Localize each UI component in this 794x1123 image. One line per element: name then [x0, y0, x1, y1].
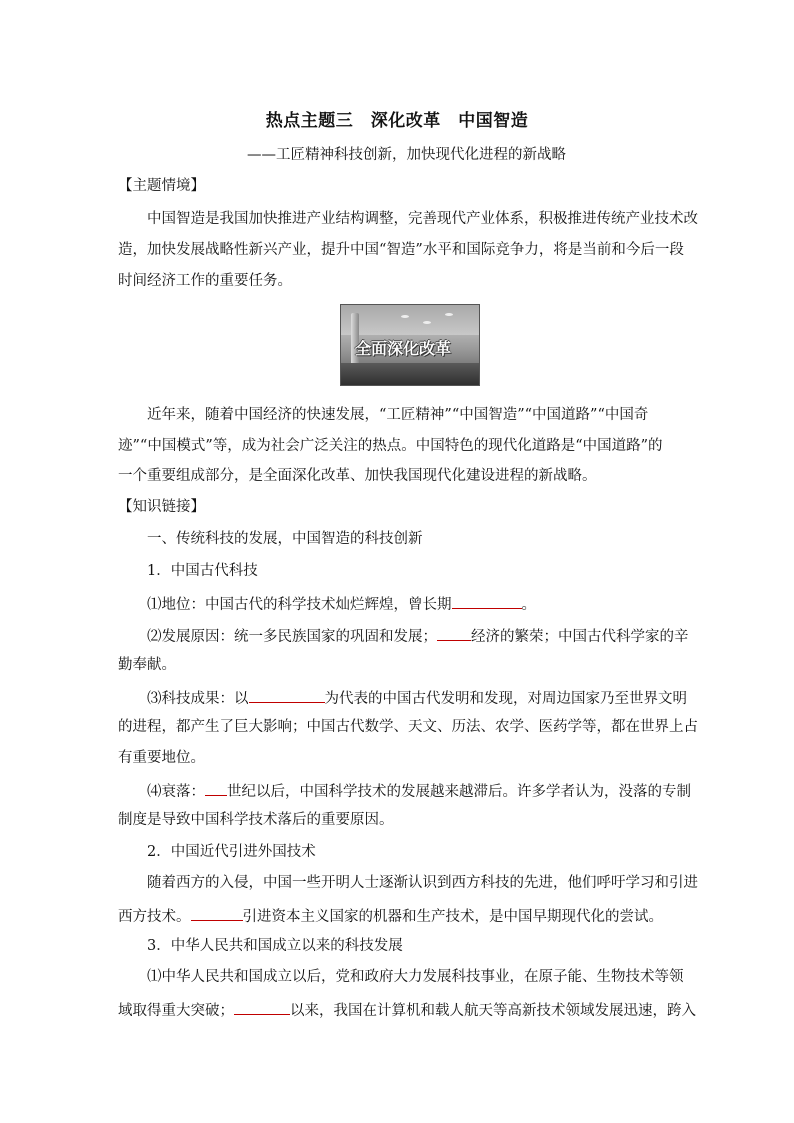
paragraph-line: 近年来，随着中国经济的快速发展，“工匠精神”“中国智造”“中国道路”“中国奇 — [147, 407, 649, 423]
question-text: 引进资本主义国家的机器和生产技术，是中国早期现代化的尝试。 — [242, 909, 663, 925]
answer-blank[interactable] — [205, 779, 227, 796]
paragraph-line: 的进程，都产生了巨大影响；中国古代数学、天文、历法、农学、医药学等，都在世界上占 — [118, 719, 698, 735]
question-text: ⑵发展原因：统一多民族国家的巩固和发展； — [147, 629, 437, 645]
question-text: 世纪以后，中国科学技术的发展越来越滞后。许多学者认为，没落的专制 — [227, 784, 691, 800]
question-text: ⑷衰落： — [147, 784, 205, 800]
question-text: 域取得重大突破； — [118, 1003, 234, 1019]
answer-blank[interactable] — [452, 592, 522, 609]
banner-sky — [341, 305, 480, 335]
question-text: 为代表的中国古代发明和发现，对周边国家乃至世界文明 — [324, 691, 687, 707]
question-text: 经济的繁荣；中国古代科学家的辛 — [471, 629, 689, 645]
question-line — [147, 624, 689, 647]
question-text: 西方技术。 — [118, 909, 191, 925]
answer-blank[interactable] — [191, 904, 243, 921]
banner-ground — [341, 363, 480, 385]
paragraph-line: 有重要地位。 — [118, 750, 205, 766]
paragraph-line: 迹”“中国模式”等，成为社会广泛关注的热点。中国特色的现代化道路是“中国道路”的 — [118, 438, 663, 454]
answer-blank[interactable] — [437, 624, 471, 641]
bird-icon — [401, 315, 409, 318]
paragraph-line: 一个重要组成部分，是全面深化改革、加快我国现代化建设进程的新战略。 — [118, 468, 597, 484]
section-heading-scenario: 【主题情境】 — [118, 178, 205, 194]
question-text: ⑴地位：中国古代的科学技术灿烂辉煌，曾长期 — [147, 597, 452, 613]
banner-text: 全面深化改革 — [355, 339, 452, 358]
question-line — [147, 779, 691, 802]
paragraph-line: 时间经济工作的重要任务。 — [118, 273, 292, 289]
paragraph-line: 勤奉献。 — [118, 657, 176, 673]
item-heading: 2．中国近代引进外国技术 — [147, 844, 316, 860]
question-text: ⑶科技成果：以 — [147, 691, 249, 707]
question-text: 。 — [521, 597, 536, 613]
paragraph-line: ⑴中华人民共和国成立以后，党和政府大力发展科技事业，在原子能、生物技术等领 — [147, 969, 684, 985]
page-subtitle: ——工匠精神科技创新，加快现代化进程的新战略 — [247, 147, 566, 163]
item-heading: 1．中国古代科技 — [147, 563, 258, 579]
question-text: 以来，我国在计算机和载人航天等高新技术领域发展迅速，跨入 — [290, 1003, 696, 1019]
question-line — [147, 592, 536, 615]
paragraph-line: 随着西方的入侵，中国一些开明人士逐渐认识到西方科技的先进，他们呼吁学习和引进 — [147, 875, 698, 891]
question-line — [118, 904, 663, 927]
answer-blank[interactable] — [249, 686, 325, 703]
paragraph-line: 造，加快发展战略性新兴产业，提升中国“智造”水平和国际竞争力，将是当前和今后一段 — [118, 242, 684, 258]
answer-blank[interactable] — [234, 998, 290, 1015]
question-line — [118, 998, 696, 1021]
page-title: 热点主题三 深化改革 中国智造 — [265, 111, 529, 131]
part-heading: 一、传统科技的发展，中国智造的科技创新 — [147, 531, 423, 547]
bird-icon — [445, 313, 453, 316]
reform-banner-image — [340, 304, 480, 386]
item-heading: 3．中华人民共和国成立以来的科技发展 — [147, 938, 403, 954]
paragraph-line: 中国智造是我国加快推进产业结构调整，完善现代产业体系，积极推进传统产业技术改 — [147, 211, 698, 227]
question-line — [147, 686, 687, 709]
section-heading-knowledge: 【知识链接】 — [118, 499, 205, 515]
paragraph-line: 制度是导致中国科学技术落后的重要原因。 — [118, 812, 394, 828]
bird-icon — [423, 321, 431, 324]
